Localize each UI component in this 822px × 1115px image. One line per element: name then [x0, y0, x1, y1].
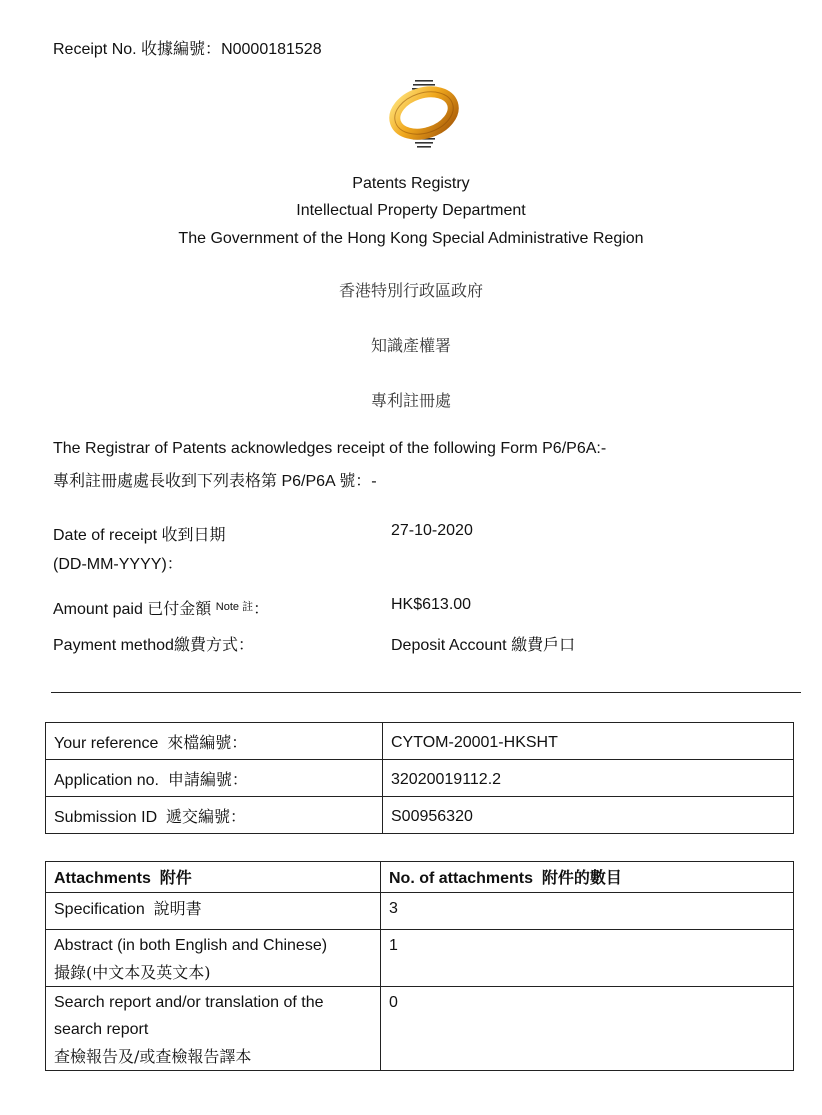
method-value-zh: 繳費戶口 — [511, 635, 576, 654]
date-format-colon: ： — [166, 554, 183, 573]
header-zh-2: 知識產權署 — [370, 336, 451, 355]
intro-zh-c: 號：- — [339, 471, 377, 490]
intro-en: The Registrar of Patents acknowledges receipt of the following Form P6/P6A:- — [53, 440, 607, 457]
header-zh-3: 專利註冊處 — [370, 391, 451, 410]
amount-label — [53, 596, 269, 619]
amount-value: HK$613.00 — [391, 596, 472, 613]
date-format — [53, 551, 183, 574]
attachment-count-cell: 1 — [381, 930, 794, 987]
header-zh-1: 香港特別行政區政府 — [338, 281, 483, 300]
table-row — [46, 723, 794, 760]
submission-value-cell: S00956320 — [383, 797, 794, 834]
intro-zh-a: 專利註冊處處長收到下列表格第 — [53, 471, 278, 490]
attachments-header-cell: Attachments 附件 — [46, 862, 381, 893]
header-line-1: Patents Registry — [352, 175, 470, 192]
divider — [51, 692, 801, 693]
count-header-cell: No. of attachments 附件的數目 — [381, 862, 794, 893]
header-line-2: Intellectual Property Department — [296, 202, 526, 219]
attachment-name-cell: Search report and/or translation of the search report 查檢報告及/或查檢報告譯本 — [46, 987, 381, 1071]
attachment-count-cell: 3 — [381, 893, 794, 930]
attachments-table — [45, 861, 794, 1071]
table-row — [46, 893, 794, 930]
reference-value-cell: CYTOM-20001-HKSHT — [383, 723, 794, 760]
application-value-cell: 32020019112.2 — [383, 760, 794, 797]
table-header-row — [46, 862, 794, 893]
amount-label-en: Amount paid — [53, 601, 143, 618]
table-row — [46, 987, 794, 1071]
submission-label-cell: Submission ID 遞交編號： — [46, 797, 383, 834]
amount-label-zh: 已付金額 — [147, 599, 212, 618]
table-row — [46, 760, 794, 797]
method-label-en: Payment method — [53, 637, 174, 654]
date-label-zh: 收到日期 — [161, 525, 226, 544]
attachment-name-cell: Abstract (in both English and Chinese) 撮錄(中文本及英文本) — [46, 930, 381, 987]
attachment-count-cell: 0 — [381, 987, 794, 1071]
table-row — [46, 930, 794, 987]
method-value — [391, 632, 575, 655]
table-row — [46, 797, 794, 834]
intro-zh-b: P6/P6A — [281, 473, 335, 490]
method-label — [53, 632, 254, 655]
date-value: 27-10-2020 — [391, 522, 473, 539]
date-label-en: Date of receipt — [53, 527, 158, 544]
date-label — [53, 522, 226, 545]
reference-label-cell: Your reference 來檔編號： — [46, 723, 383, 760]
header-line-3: The Government of the Hong Kong Special Administrative Region — [178, 230, 644, 247]
receipt-number-line — [53, 36, 322, 59]
amount-colon: ： — [253, 599, 270, 618]
method-value-en: Deposit Account — [391, 637, 507, 654]
intro-zh — [53, 468, 377, 491]
reference-table — [45, 722, 794, 834]
date-format-en: (DD-MM-YYYY) — [53, 556, 167, 573]
application-label-cell: Application no. 申請編號： — [46, 760, 383, 797]
amount-note: Note 註 — [215, 600, 254, 613]
receipt-label: Receipt No. — [53, 41, 137, 58]
receipt-number: N0000181528 — [221, 41, 322, 58]
ip-department-ring-logo-icon — [386, 78, 462, 152]
receipt-label-zh: 收據編號： — [141, 39, 222, 58]
method-label-zh: 繳費方式： — [173, 635, 254, 654]
attachment-name-cell: Specification 說明書 — [46, 893, 381, 930]
